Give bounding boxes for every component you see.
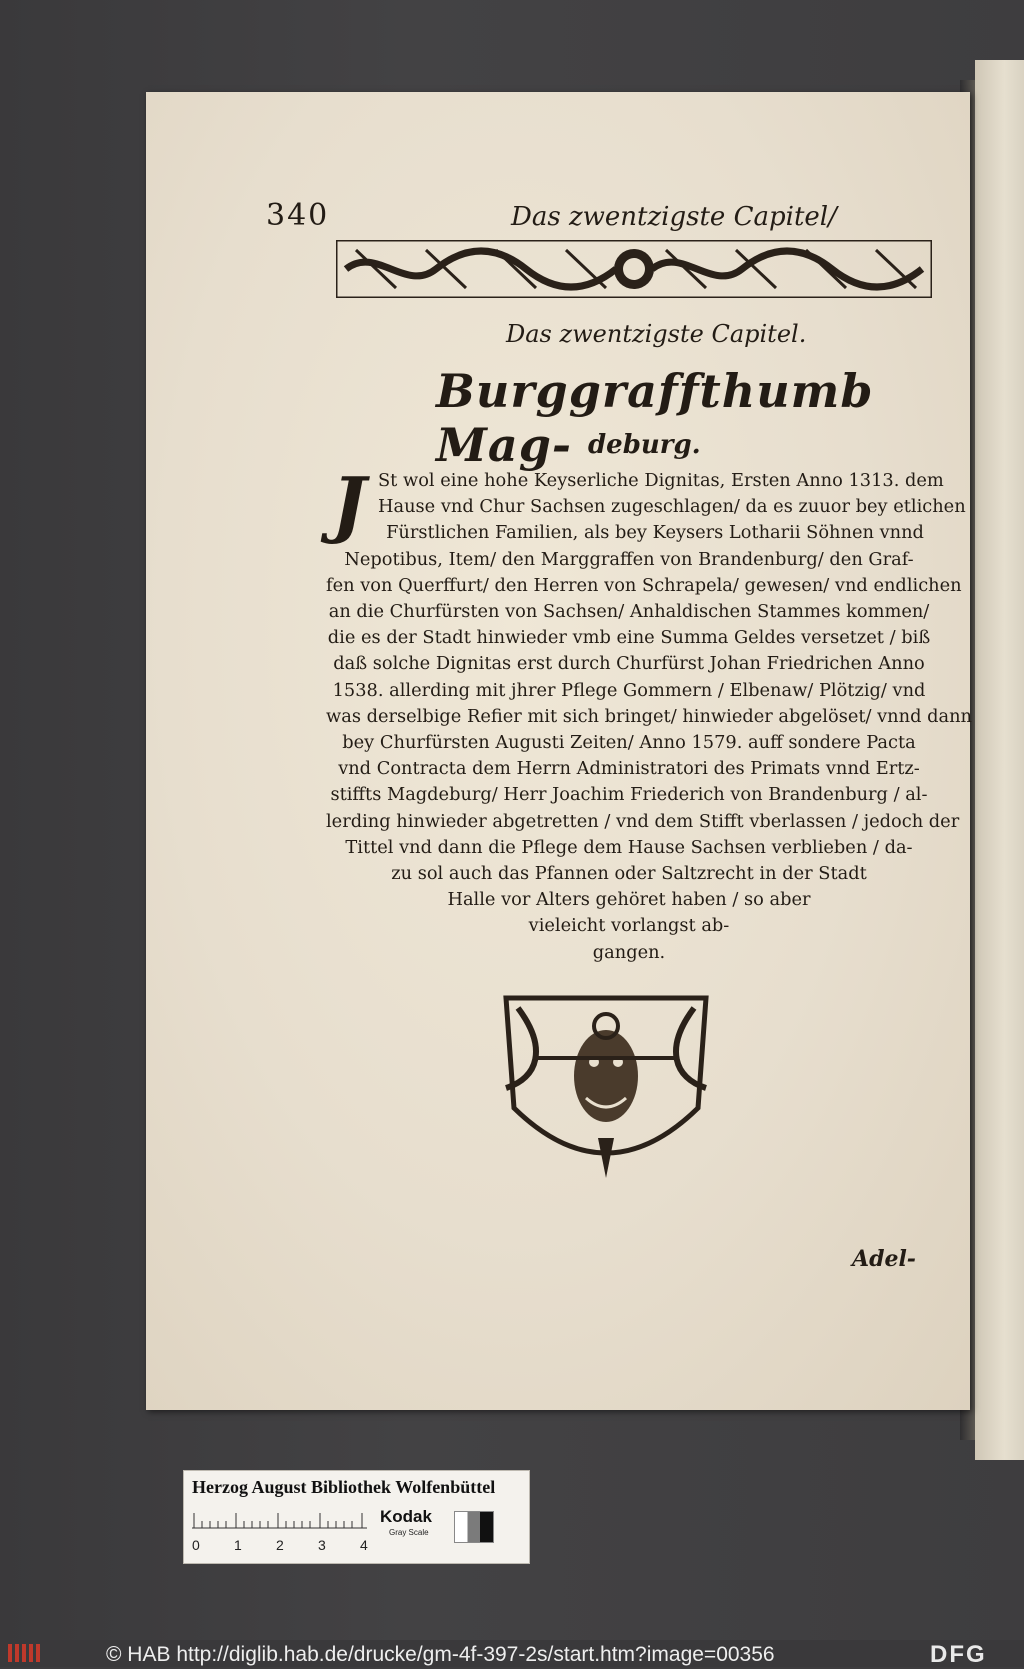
heading-line-1: Burggraffthumb Mag- — [436, 364, 874, 472]
body-line: stiffts Magdeburg/ Herr Joachim Friederich von Brandenburg / al- — [330, 784, 928, 806]
body-line: Fürstlichen Familien, als bey Keysers Lotharii Söhnen vnnd — [386, 522, 924, 544]
body-line: Tittel vnd dann die Pflege dem Hause Sachsen verblieben / da- — [345, 836, 913, 858]
kodak-brand: Kodak — [380, 1507, 432, 1526]
header-ornament — [336, 240, 932, 298]
body-paragraph — [326, 468, 973, 966]
catchword: Adel- — [852, 1246, 916, 1272]
ruler-number: 4 — [360, 1537, 368, 1553]
body-line: was derselbige Refier mit sich bringet/ hinwieder abgelöset/ vnnd dann — [326, 705, 973, 727]
drop-cap: J — [331, 461, 367, 546]
heading-line-2: deburg. — [588, 430, 701, 460]
ruler-number: 1 — [234, 1537, 242, 1553]
ruler-scale — [192, 1509, 367, 1529]
card-title: Herzog August Bibliothek Wolfenbüttel — [192, 1477, 496, 1497]
body-line: Nepotibus, Item/ den Marggraffen von Brandenburg/ den Graf- — [344, 548, 914, 570]
chapter-title: Das zwentzigste Capitel. — [506, 320, 807, 348]
facing-page-edge — [975, 60, 1024, 1460]
body-line: die es der Stadt hinwieder vmb eine Summa Geldes versetzet / biß — [327, 627, 931, 649]
book-page — [146, 92, 973, 1410]
gray-swatch — [454, 1511, 494, 1543]
body-line: zu sol auch das Pfannen oder Saltzrecht in der Stadt — [391, 863, 867, 885]
footer-url[interactable]: © HAB http://diglib.hab.de/drucke/gm-4f-397-2s/start.htm?image=00356 — [106, 1643, 775, 1666]
gray-scale-label: Gray Scale — [389, 1528, 429, 1537]
body-line: vieleicht vorlangst ab- — [528, 915, 730, 937]
body-line: Halle vor Alters gehöret haben / so aber — [447, 889, 811, 911]
mask-tailpiece-ornament — [498, 988, 714, 1188]
ruler-number: 2 — [276, 1537, 284, 1553]
dfg-logo: DFG — [930, 1641, 987, 1668]
body-line: 1538. allerding mit jhrer Pflege Gommern / Elbenaw/ Plötzig/ vnd — [332, 679, 926, 701]
ruler-number: 3 — [318, 1537, 326, 1553]
body-line: bey Churfürsten Augusti Zeiten/ Anno 1579. auff sondere Pacta — [342, 732, 916, 754]
running-head: Das zwentzigste Capitel/ — [511, 202, 837, 232]
body-line: Hause vnd Chur Sachsen zugeschlagen/ da es zuuor bey etlichen — [378, 496, 966, 518]
body-line: St wol eine hohe Keyserliche Dignitas, Ersten Anno 1313. dem — [378, 470, 944, 491]
body-line: lerding hinwieder abgetretten / vnd dem Stifft vberlassen / jedoch der — [326, 810, 960, 832]
body-line: an die Churfürsten von Sachsen/ Anhaldischen Stammes kommen/ — [328, 601, 930, 623]
body-line: fen von Querffurt/ den Herren von Schrapela/ gewesen/ vnd endlichen — [326, 574, 962, 596]
ruler-number: 0 — [192, 1537, 200, 1553]
color-calibration-card — [183, 1470, 530, 1564]
hab-logo-icon — [6, 1642, 46, 1664]
page-number: 340 — [266, 198, 330, 233]
body-line: vnd Contracta dem Herrn Administratori des Primats vnnd Ertz- — [338, 758, 920, 780]
body-line: gangen. — [592, 941, 666, 963]
body-line: daß solche Dignitas erst durch Churfürst Johan Friedrichen Anno — [333, 653, 925, 675]
